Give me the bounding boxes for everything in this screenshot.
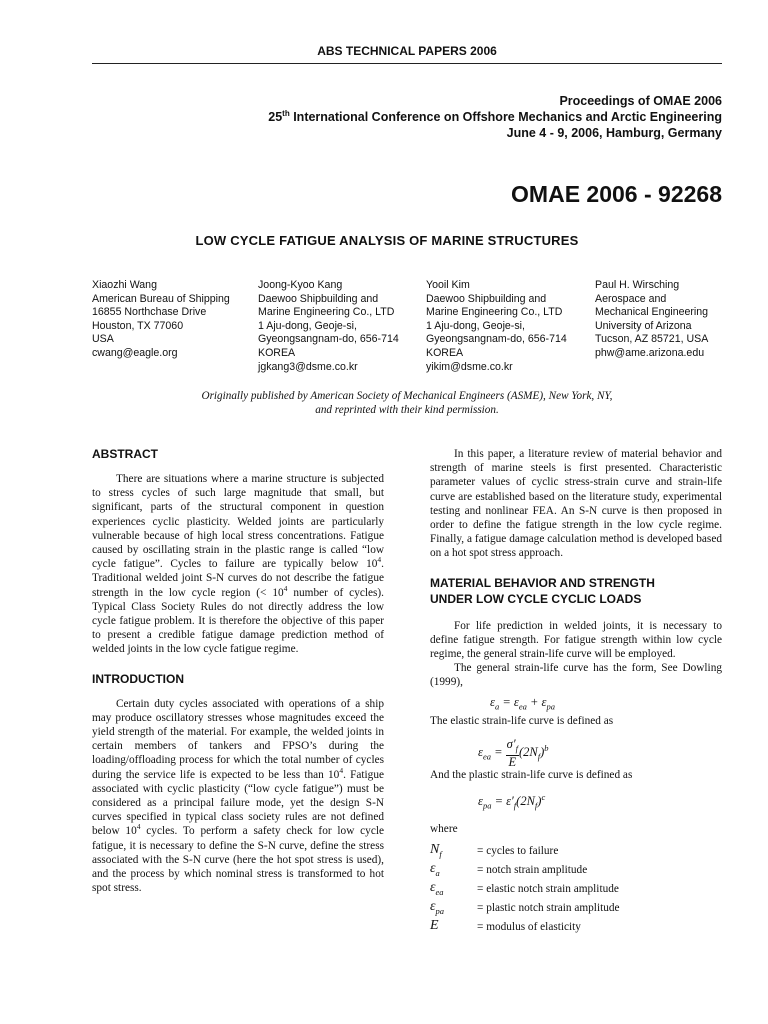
author-affiliation-line: Mechanical Engineering <box>595 306 709 319</box>
author-affiliation-line: jgkang3@dsme.co.kr <box>258 360 358 373</box>
abstract-exponent-a: 4 <box>377 555 382 565</box>
author-block <box>426 279 567 374</box>
author-affiliation-line: USA <box>92 333 114 346</box>
author-name: Yooil Kim <box>426 279 470 291</box>
author-block <box>258 279 399 374</box>
definition-symbol <box>430 918 439 935</box>
intro-text-a: Certain duty cycles associated with operations of a ship may produce oscillatory stresses whose magnitudes exceed the yield strength of the material. For example, the welded joints in certain members of tankers and FPSO’s during the loading/offloading process for which the total number of cycles during the service life is expected to be less than 10 <box>92 697 384 781</box>
material-paragraph-2: The general strain-life curve has the form, See Dowling (1999), <box>430 662 722 689</box>
elastic-curve-intro: The elastic strain-life curve is defined as <box>430 714 614 727</box>
author-affiliation-line: Houston, TX 77060 <box>92 319 184 332</box>
where-label: where <box>430 823 458 836</box>
symbol-subscript: a <box>435 868 440 879</box>
symbol-base: E <box>430 918 439 934</box>
definition-row <box>430 842 722 861</box>
author-affiliation-line: Tucson, AZ 85721, USA <box>595 333 709 346</box>
running-header: ABS TECHNICAL PAPERS 2006 <box>92 44 722 64</box>
author-block <box>92 279 230 361</box>
material-section-heading <box>430 575 722 607</box>
abstract-paragraph <box>92 472 384 657</box>
definition-symbol <box>430 880 444 897</box>
symbol-base: ε <box>430 861 436 877</box>
intro-exponent-b: 4 <box>136 822 141 832</box>
author-affiliation-line: Marine Engineering Co., LTD <box>258 306 395 319</box>
equation-total-strain: $\varepsilon_a = \varepsilon_{ea} + \varepsilon_{pa}$ <box>490 694 555 712</box>
reprint-note <box>92 389 722 417</box>
paper-title: LOW CYCLE FATIGUE ANALYSIS OF MARINE STRUCTURES <box>195 233 579 248</box>
author-list <box>0 279 768 375</box>
reprint-line-2: and reprinted with their kind permission. <box>315 404 499 416</box>
definition-description: = modulus of elasticity <box>477 921 581 934</box>
author-affiliation-line: KOREA <box>258 346 296 359</box>
symbol-definitions <box>430 842 722 937</box>
intro-continued-paragraph: In this paper, a literature review of material behavior and strength of marine steels is first presented. Characteristic parameter values of cyclic stress-strain curve and strain-life curve are established based on the literature study, experimental testing and nonlinear FEA. An S-N curve is then proposed in order to define the fatigue strength in the low cycle regime. Finally, a fatigue damage calculation method is developed based on a hot spot stress approach. <box>430 448 722 560</box>
plastic-curve-intro: And the plastic strain-life curve is defined as <box>430 768 633 781</box>
material-paragraph-1: For life prediction in welded joints, it is necessary to define fatigue strength. For fatigue strength within low cycle regime, the general strain-life curve will be employed. <box>430 619 722 661</box>
author-name: Xiaozhi Wang <box>92 279 157 291</box>
abstract-text-c: number of cycles). Typical Class Society Rules do not directly address the low cycle fatigue problem. It is therefore the objective of this paper to present a credible fatigue damage prediction method of welded joints in the low cycle fatigue regime. <box>92 586 384 656</box>
symbol-base: ε <box>430 880 436 896</box>
author-affiliation-line: Daewoo Shipbuilding and <box>426 292 547 305</box>
definition-description: = cycles to failure <box>477 845 559 858</box>
intro-text-b: . Fatigue associated with cyclic plasticity (“low cycle fatigue”) must be considered as a principal failure mode, yet the design S-N curves specified in typical class society rules are not defined below 10 <box>92 768 384 838</box>
definition-symbol <box>430 899 444 916</box>
introduction-paragraph <box>92 697 384 896</box>
paper-id: OMAE 2006 - 92268 <box>511 181 722 207</box>
left-column <box>92 446 384 895</box>
author-affiliation-line: 16855 Northchase Drive <box>92 306 207 319</box>
author-affiliation-line: Gyeongsangnam-do, 656-714 <box>426 333 567 346</box>
material-heading-line-1: MATERIAL BEHAVIOR AND STRENGTH <box>430 575 655 590</box>
intro-text-c: cycles. To perform a safety check for low cycle fatigue, it is necessary to define the S-N curve, define the stress associated with the S-N curve (here the hot spot stress is used), and the process by which nominal stress is transformed to hot spot stress. <box>92 825 384 895</box>
reprint-line-1: Originally published by American Society of Mechanical Engineers (ASME), New York, NY, <box>201 390 613 402</box>
proceedings-line-3: June 4 - 9, 2006, Hamburg, Germany <box>506 126 722 140</box>
author-affiliation-line: KOREA <box>426 346 464 359</box>
author-affiliation-line: 1 Aju-dong, Geoje-si, <box>426 319 525 332</box>
abstract-heading: ABSTRACT <box>92 447 158 461</box>
abstract-text-b: . Traditional welded joint S-N curves do not describe the fatigue strength in the low cycle region (< 10 <box>92 558 384 599</box>
definition-row <box>430 861 722 880</box>
proceedings-block <box>268 93 722 141</box>
definition-symbol <box>430 861 440 878</box>
symbol-base: ε <box>430 899 436 915</box>
definition-row <box>430 880 722 899</box>
definition-symbol <box>430 842 442 859</box>
author-affiliation-line: phw@ame.arizona.edu <box>595 346 705 359</box>
author-name: Paul H. Wirsching <box>595 279 680 291</box>
definition-row <box>430 899 722 918</box>
author-affiliation-line: cwang@eagle.org <box>92 346 178 359</box>
symbol-subscript: ea <box>435 887 444 898</box>
symbol-subscript: f <box>439 849 442 860</box>
author-affiliation-line: Aerospace and <box>595 292 667 305</box>
author-affiliation-line: Marine Engineering Co., LTD <box>426 306 563 319</box>
symbol-subscript: pa <box>435 906 445 917</box>
author-block <box>595 279 708 361</box>
author-affiliation-line: 1 Aju-dong, Geoje-si, <box>258 319 357 332</box>
right-column <box>430 447 722 937</box>
ordinal-number: 25 <box>268 110 283 124</box>
definition-row <box>430 918 722 937</box>
author-affiliation-line: Gyeongsangnam-do, 656-714 <box>258 333 399 346</box>
author-affiliation-line: Daewoo Shipbuilding and <box>258 292 379 305</box>
author-affiliation-line: yikim@dsme.co.kr <box>426 360 513 373</box>
equation-plastic-strain: $\varepsilon_{pa} = \varepsilon'_f(2N_f)^c$ <box>478 792 546 811</box>
author-name: Joong-Kyoo Kang <box>258 279 343 291</box>
proceedings-line-1: Proceedings of OMAE 2006 <box>559 94 722 108</box>
conference-name: International Conference on Offshore Mechanics and Arctic Engineering <box>289 110 722 124</box>
abstract-exponent-b: 4 <box>283 583 288 593</box>
ordinal-suffix: th <box>282 108 290 118</box>
introduction-heading: INTRODUCTION <box>92 671 184 686</box>
definition-description: = plastic notch strain amplitude <box>477 902 620 915</box>
material-heading-line-2: UNDER LOW CYCLE CYCLIC LOADS <box>430 591 642 606</box>
symbol-base: N <box>430 842 440 858</box>
author-affiliation-line: University of Arizona <box>595 319 692 332</box>
abstract-text-a: There are situations where a marine structure is subjected to stress cycles of such large magnitude that small, but significant, parts of the structural component in question experiences cyclic plasticity. Welded joints are particularly vulnerable because of high local stress concentrations. Fatigue caused by oscillating strain in the plastic range is called “low cycle fatigue”. Cycles to failure are typically below 10 <box>92 473 384 571</box>
definition-description: = notch strain amplitude <box>477 864 588 877</box>
equation-elastic-strain: $\varepsilon_{ea}$ = $\frac{\sigma'_f}{E}$ $(2N_f)^b$ <box>478 737 549 769</box>
author-affiliation-line: American Bureau of Shipping <box>92 292 230 305</box>
fraction-sigma-over-e: $\frac{\sigma'_f}{E}$ <box>506 737 518 769</box>
proceedings-line-2 <box>268 109 722 125</box>
intro-exponent-a: 4 <box>339 765 344 775</box>
definition-description: = elastic notch strain amplitude <box>477 883 619 896</box>
